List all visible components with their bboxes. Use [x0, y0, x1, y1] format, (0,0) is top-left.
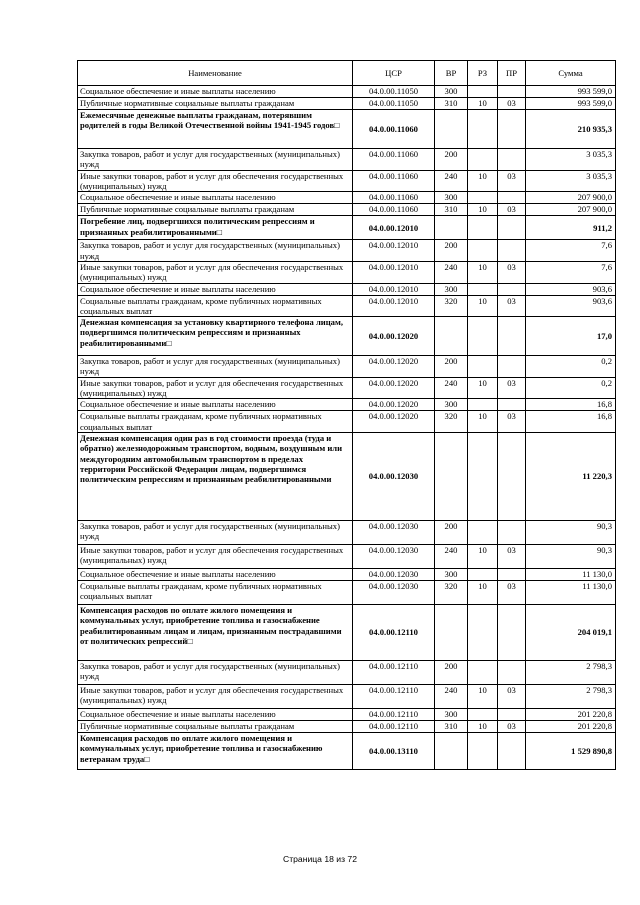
cell-sum: 17,0 — [526, 317, 616, 356]
cell-rz: 10 — [468, 377, 498, 399]
cell-sum: 11 130,0 — [526, 581, 616, 605]
cell-pr: 03 — [498, 685, 526, 709]
cell-pr: 03 — [498, 170, 526, 192]
cell-sum: 993 599,0 — [526, 86, 616, 98]
budget-table — [77, 60, 616, 770]
cell-sum: 0,2 — [526, 377, 616, 399]
table-row — [78, 110, 616, 149]
cell-csr: 04.0.00.12030 — [353, 581, 435, 605]
cell-rz: 10 — [468, 411, 498, 433]
cell-vr: 240 — [435, 545, 468, 569]
cell-vr: 300 — [435, 192, 468, 204]
table-row — [78, 356, 616, 378]
page-number: Страница 18 из 72 — [283, 854, 357, 864]
cell-rz — [468, 110, 498, 149]
cell-sum: 11 220,3 — [526, 433, 616, 521]
cell-vr: 310 — [435, 98, 468, 110]
cell-vr: 240 — [435, 377, 468, 399]
cell-sum: 2 798,3 — [526, 685, 616, 709]
cell-csr: 04.0.00.12110 — [353, 661, 435, 685]
cell-csr: 04.0.00.12010 — [353, 216, 435, 240]
table-row — [78, 204, 616, 216]
cell-rz — [468, 569, 498, 581]
cell-pr: 03 — [498, 98, 526, 110]
cell-rz — [468, 661, 498, 685]
cell-vr: 300 — [435, 569, 468, 581]
cell-rz — [468, 733, 498, 770]
cell-rz — [468, 192, 498, 204]
cell-name: Закупка товаров, работ и услуг для государственных (муниципальных) нужд — [78, 240, 353, 262]
cell-name: Социальное обеспечение и иные выплаты населению — [78, 399, 353, 411]
cell-csr: 04.0.00.12110 — [353, 709, 435, 721]
table-row — [78, 569, 616, 581]
cell-csr: 04.0.00.12020 — [353, 411, 435, 433]
cell-pr — [498, 192, 526, 204]
cell-vr: 320 — [435, 411, 468, 433]
cell-pr — [498, 709, 526, 721]
cell-rz — [468, 149, 498, 171]
cell-pr — [498, 283, 526, 295]
cell-csr: 04.0.00.11050 — [353, 86, 435, 98]
header-rz: РЗ — [468, 61, 498, 86]
header-sum: Сумма — [526, 61, 616, 86]
table-row — [78, 149, 616, 171]
cell-pr — [498, 317, 526, 356]
cell-name: Иные закупки товаров, работ и услуг для обеспечения государственных (муниципальных) нужд — [78, 685, 353, 709]
cell-csr: 04.0.00.11060 — [353, 110, 435, 149]
cell-vr: 300 — [435, 709, 468, 721]
cell-csr: 04.0.00.12030 — [353, 569, 435, 581]
table-row — [78, 261, 616, 283]
cell-pr: 03 — [498, 545, 526, 569]
cell-name: Погребение лиц, подвергшихся политическим репрессиям и признанных реабилитированными□ — [78, 216, 353, 240]
cell-pr — [498, 110, 526, 149]
cell-sum: 207 900,0 — [526, 192, 616, 204]
cell-name: Социальное обеспечение и иные выплаты населению — [78, 283, 353, 295]
table-row — [78, 399, 616, 411]
cell-sum: 201 220,8 — [526, 709, 616, 721]
cell-pr — [498, 433, 526, 521]
cell-pr — [498, 86, 526, 98]
cell-rz — [468, 240, 498, 262]
cell-csr: 04.0.00.12020 — [353, 399, 435, 411]
cell-vr: 240 — [435, 261, 468, 283]
table-row — [78, 721, 616, 733]
cell-pr: 03 — [498, 411, 526, 433]
cell-rz — [468, 709, 498, 721]
cell-rz: 10 — [468, 581, 498, 605]
cell-name: Денежная компенсация один раз в год стоимости проезда (туда и обратно) железнодорожным транспортом, водным, воздушным или междугородним автомобильным транспортом в пределах территории Российской Федерации лицам, подвергшимся политическим репрессиям и признанным реабилитированными — [78, 433, 353, 521]
cell-name: Социальные выплаты гражданам, кроме публичных нормативных социальных выплат — [78, 411, 353, 433]
cell-sum: 11 130,0 — [526, 569, 616, 581]
cell-name: Закупка товаров, работ и услуг для государственных (муниципальных) нужд — [78, 356, 353, 378]
cell-name: Иные закупки товаров, работ и услуг для обеспечения государственных (муниципальных) нужд — [78, 545, 353, 569]
cell-name: Социальное обеспечение и иные выплаты населению — [78, 709, 353, 721]
cell-vr: 300 — [435, 283, 468, 295]
cell-vr — [435, 433, 468, 521]
cell-pr — [498, 399, 526, 411]
cell-csr: 04.0.00.12010 — [353, 283, 435, 295]
table-row — [78, 411, 616, 433]
cell-sum: 0,2 — [526, 356, 616, 378]
cell-sum: 903,6 — [526, 295, 616, 317]
table-header-row — [78, 61, 616, 86]
cell-vr: 200 — [435, 356, 468, 378]
cell-pr: 03 — [498, 721, 526, 733]
cell-vr: 200 — [435, 149, 468, 171]
cell-name: Социальные выплаты гражданам, кроме публичных нормативных социальных выплат — [78, 295, 353, 317]
table-row — [78, 433, 616, 521]
cell-pr — [498, 216, 526, 240]
table-row — [78, 295, 616, 317]
table-row — [78, 581, 616, 605]
cell-pr — [498, 661, 526, 685]
cell-rz: 10 — [468, 204, 498, 216]
cell-name: Социальное обеспечение и иные выплаты населению — [78, 192, 353, 204]
cell-rz: 10 — [468, 545, 498, 569]
cell-vr: 300 — [435, 86, 468, 98]
header-vr: ВР — [435, 61, 468, 86]
cell-csr: 04.0.00.12030 — [353, 433, 435, 521]
cell-sum: 90,3 — [526, 521, 616, 545]
cell-sum: 993 599,0 — [526, 98, 616, 110]
header-pr: ПР — [498, 61, 526, 86]
cell-name: Закупка товаров, работ и услуг для государственных (муниципальных) нужд — [78, 661, 353, 685]
cell-csr: 04.0.00.11060 — [353, 204, 435, 216]
cell-sum: 2 798,3 — [526, 661, 616, 685]
cell-sum: 90,3 — [526, 545, 616, 569]
cell-vr — [435, 110, 468, 149]
table-row — [78, 377, 616, 399]
cell-rz — [468, 317, 498, 356]
cell-name: Публичные нормативные социальные выплаты гражданам — [78, 721, 353, 733]
cell-pr: 03 — [498, 295, 526, 317]
cell-csr: 04.0.00.12110 — [353, 721, 435, 733]
cell-pr — [498, 240, 526, 262]
cell-name: Компенсация расходов по оплате жилого помещения и коммунальных услуг, приобретение топлива и газоснабжение реабилитированным лицам и лицам, признанным пострадавшими от политических репрессий□ — [78, 605, 353, 661]
cell-sum: 204 019,1 — [526, 605, 616, 661]
cell-rz — [468, 86, 498, 98]
cell-name: Ежемесячные денежные выплаты гражданам, потерявшим родителей в годы Великой Отечественной войны 1941-1945 годов□ — [78, 110, 353, 149]
cell-pr — [498, 521, 526, 545]
cell-vr — [435, 216, 468, 240]
cell-vr — [435, 605, 468, 661]
cell-vr: 200 — [435, 521, 468, 545]
cell-sum: 911,2 — [526, 216, 616, 240]
cell-rz: 10 — [468, 170, 498, 192]
cell-rz — [468, 521, 498, 545]
cell-vr: 320 — [435, 581, 468, 605]
cell-vr: 200 — [435, 240, 468, 262]
cell-pr — [498, 605, 526, 661]
cell-name: Публичные нормативные социальные выплаты гражданам — [78, 98, 353, 110]
cell-pr — [498, 356, 526, 378]
cell-rz: 10 — [468, 721, 498, 733]
cell-rz — [468, 399, 498, 411]
cell-sum: 201 220,8 — [526, 721, 616, 733]
cell-csr: 04.0.00.12020 — [353, 377, 435, 399]
header-name: Наименование — [78, 61, 353, 86]
cell-csr: 04.0.00.11060 — [353, 149, 435, 171]
cell-vr: 240 — [435, 685, 468, 709]
cell-pr: 03 — [498, 204, 526, 216]
cell-vr: 300 — [435, 399, 468, 411]
cell-sum: 207 900,0 — [526, 204, 616, 216]
cell-csr: 04.0.00.12110 — [353, 605, 435, 661]
cell-vr: 310 — [435, 721, 468, 733]
cell-name: Иные закупки товаров, работ и услуг для обеспечения государственных (муниципальных) нужд — [78, 170, 353, 192]
table-row — [78, 283, 616, 295]
cell-sum: 16,8 — [526, 399, 616, 411]
cell-name: Иные закупки товаров, работ и услуг для обеспечения государственных (муниципальных) нужд — [78, 377, 353, 399]
cell-rz: 10 — [468, 261, 498, 283]
cell-name: Компенсация расходов по оплате жилого помещения и коммунальных услуг, приобретение топлива и газоснабжению ветеранам труда□ — [78, 733, 353, 770]
table-row — [78, 545, 616, 569]
cell-sum: 903,6 — [526, 283, 616, 295]
cell-pr — [498, 569, 526, 581]
cell-pr — [498, 149, 526, 171]
cell-pr: 03 — [498, 581, 526, 605]
cell-sum: 1 529 890,8 — [526, 733, 616, 770]
table-row — [78, 317, 616, 356]
cell-pr: 03 — [498, 261, 526, 283]
cell-csr: 04.0.00.12020 — [353, 356, 435, 378]
cell-vr — [435, 317, 468, 356]
cell-rz — [468, 283, 498, 295]
cell-name: Социальные выплаты гражданам, кроме публичных нормативных социальных выплат — [78, 581, 353, 605]
cell-pr: 03 — [498, 377, 526, 399]
cell-name: Публичные нормативные социальные выплаты гражданам — [78, 204, 353, 216]
cell-csr: 04.0.00.12030 — [353, 521, 435, 545]
cell-csr: 04.0.00.12020 — [353, 317, 435, 356]
cell-sum: 210 935,3 — [526, 110, 616, 149]
cell-csr: 04.0.00.12010 — [353, 240, 435, 262]
cell-vr: 240 — [435, 170, 468, 192]
table-row — [78, 192, 616, 204]
cell-rz: 10 — [468, 685, 498, 709]
table-row — [78, 733, 616, 770]
cell-vr: 310 — [435, 204, 468, 216]
table-row — [78, 240, 616, 262]
cell-vr — [435, 733, 468, 770]
table-row — [78, 521, 616, 545]
cell-name: Социальное обеспечение и иные выплаты населению — [78, 569, 353, 581]
cell-name: Иные закупки товаров, работ и услуг для обеспечения государственных (муниципальных) нужд — [78, 261, 353, 283]
cell-csr: 04.0.00.11050 — [353, 98, 435, 110]
table-row — [78, 661, 616, 685]
cell-csr: 04.0.00.11060 — [353, 170, 435, 192]
cell-csr: 04.0.00.12010 — [353, 295, 435, 317]
table-row — [78, 170, 616, 192]
cell-rz: 10 — [468, 98, 498, 110]
table-row — [78, 709, 616, 721]
cell-sum: 3 035,3 — [526, 170, 616, 192]
cell-sum: 16,8 — [526, 411, 616, 433]
cell-rz — [468, 216, 498, 240]
table-row — [78, 685, 616, 709]
cell-sum: 7,6 — [526, 240, 616, 262]
cell-vr: 200 — [435, 661, 468, 685]
cell-csr: 04.0.00.12030 — [353, 545, 435, 569]
cell-csr: 04.0.00.13110 — [353, 733, 435, 770]
table-row — [78, 98, 616, 110]
cell-csr: 04.0.00.12110 — [353, 685, 435, 709]
header-csr: ЦСР — [353, 61, 435, 86]
cell-rz: 10 — [468, 295, 498, 317]
cell-csr: 04.0.00.12010 — [353, 261, 435, 283]
cell-sum: 3 035,3 — [526, 149, 616, 171]
cell-pr — [498, 733, 526, 770]
table-row — [78, 86, 616, 98]
cell-sum: 7,6 — [526, 261, 616, 283]
cell-name: Закупка товаров, работ и услуг для государственных (муниципальных) нужд — [78, 149, 353, 171]
table-row — [78, 605, 616, 661]
cell-name: Закупка товаров, работ и услуг для государственных (муниципальных) нужд — [78, 521, 353, 545]
cell-rz — [468, 433, 498, 521]
table-row — [78, 216, 616, 240]
cell-rz — [468, 356, 498, 378]
cell-name: Денежная компенсация за установку квартирного телефона лицам, подвергшимся политическим репрессиям и признанных реабилитированными□ — [78, 317, 353, 356]
cell-vr: 320 — [435, 295, 468, 317]
cell-csr: 04.0.00.11060 — [353, 192, 435, 204]
cell-rz — [468, 605, 498, 661]
cell-name: Социальное обеспечение и иные выплаты населению — [78, 86, 353, 98]
